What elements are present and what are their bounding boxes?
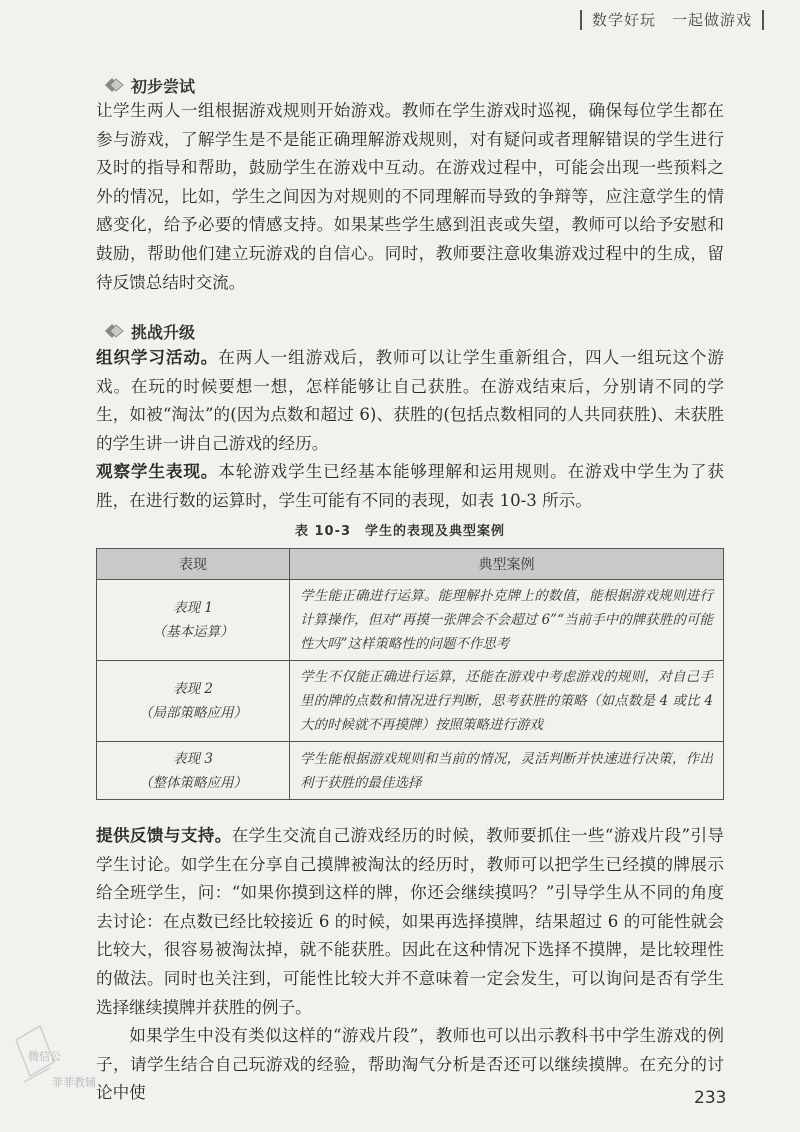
watermark-text: 微信公 bbox=[28, 1050, 61, 1063]
paragraph-continuation: 如果学生中没有类似这样的“游戏片段”，教师也可以出示教科书中学生游戏的例子，请学生结合自己玩游戏的经验，帮助淘气分析是否还可以继续摸牌。在充分的讨论中使 bbox=[96, 1026, 724, 1103]
paragraph-lead: 提供反馈与支持。 bbox=[96, 826, 232, 845]
table-row bbox=[97, 742, 724, 800]
paragraph-lead: 组织学习活动。 bbox=[96, 348, 219, 367]
performance-table bbox=[96, 548, 724, 800]
performance-label bbox=[97, 580, 290, 661]
page-number: 233 bbox=[694, 1088, 727, 1108]
label-line: （整体策略应用） bbox=[139, 774, 247, 791]
column-header: 表现 bbox=[97, 549, 290, 580]
paragraph-lead: 观察学生表现。 bbox=[96, 462, 219, 481]
section-heading-first-try bbox=[103, 74, 195, 96]
section-title: 挑战升级 bbox=[131, 322, 196, 342]
table-header-row bbox=[97, 549, 724, 580]
paragraph-organize-activity bbox=[96, 344, 724, 458]
paragraph-body: 本轮游戏学生已经基本能够理解和运用规则。在游戏中学生为了获胜，在进行数的运算时，学生可能有不同的表现，如表 10-3 所示。 bbox=[96, 462, 724, 510]
performance-label bbox=[97, 742, 290, 800]
case-example: 学生能根据游戏规则和当前的情况，灵活判断并快速进行决策，作出利于获胜的最佳选择 bbox=[290, 742, 724, 800]
paragraph-body: 在两人一组游戏后，教师可以让学生重新组合，四人一组玩这个游戏。在玩的时候要想一想，怎样能够让自己获胜。在游戏结束后，分别请不同的学生，如被“淘汰”的(因为点数和超过 6)、获胜的(包括点数相同的人共同获胜)、未获胜的学生讲一讲自己游戏的经历。 bbox=[96, 348, 724, 453]
diamond-bullet-icon bbox=[103, 76, 125, 94]
table-caption: 表 10-3 学生的表现及典型案例 bbox=[294, 524, 506, 539]
section-title: 初步尝试 bbox=[131, 76, 196, 96]
section-heading-challenge bbox=[103, 320, 195, 342]
column-header: 典型案例 bbox=[290, 549, 724, 580]
label-line: 表现 2 bbox=[173, 681, 213, 697]
paragraph-first-try: 让学生两人一组根据游戏规则开始游戏。教师在学生游戏时巡视，确保每位学生都在参与游戏，了解学生是不是能正确理解游戏规则，对有疑问或者理解错误的学生进行及时的指导和帮助，鼓励学生在游戏中互动。在游戏过程中，可能会出现一些预料之外的情况，比如，学生之间因为对规则的不同理解而导致的争辩等，应注意学生的情感变化，给予必要的情感支持。如果某些学生感到沮丧或失望，教师可以给予安慰和鼓励，帮助他们建立玩游戏的自信心。同时，教师要注意收集游戏过程中的生成，留待反馈总结时交流。 bbox=[96, 101, 724, 292]
label-line: 表现 1 bbox=[173, 600, 213, 616]
running-header: 数学好玩 一起做游戏 bbox=[580, 10, 764, 30]
label-line: （局部策略应用） bbox=[139, 705, 247, 721]
label-line: （基本运算） bbox=[152, 624, 234, 640]
paragraph-observe-performance bbox=[96, 458, 724, 515]
paragraph-feedback bbox=[96, 822, 724, 1022]
table-row bbox=[97, 661, 724, 742]
table-row bbox=[97, 580, 724, 661]
performance-label bbox=[97, 661, 290, 742]
watermark bbox=[10, 1022, 100, 1102]
diamond-bullet-icon bbox=[103, 322, 125, 340]
case-example: 学生不仅能正确进行运算，还能在游戏中考虑游戏的规则，对自己手里的牌的点数和情况进行判断，思考获胜的策略（如点数是 4 或比 4 大的时候就不再摸牌）按照策略进行游戏 bbox=[290, 661, 724, 742]
paragraph-body: 在学生交流自己游戏经历的时候，教师要抓住一些“游戏片段”引导学生讨论。如学生在分享自己摸牌被淘汰的经历时，教师可以把学生已经摸的牌展示给全班学生，问：“如果你摸到这样的牌，你还会继续摸吗？”引导学生从不同的角度去讨论：在点数已经比较接近 6 的时候，如果再选择摸牌，结果超过 6 的可能性就会比较大，很容易被淘汰掉，就不能获胜。因此在这种情况下选择不摸牌，是比较理性的做法。同时也关注到，可能性比较大并不意味着一定会发生，可以询问是否有学生选择继续摸牌并获胜的例子。 bbox=[96, 826, 724, 1017]
watermark-text: 菲菲教辅 bbox=[52, 1076, 96, 1089]
label-line: 表现 3 bbox=[173, 750, 213, 767]
case-example: 学生能正确进行运算。能理解扑克牌上的数值，能根据游戏规则进行计算操作，但对“再摸一张牌会不会超过 6”“当前手中的牌获胜的可能性大吗”这样策略性的问题不作思考 bbox=[290, 580, 724, 661]
